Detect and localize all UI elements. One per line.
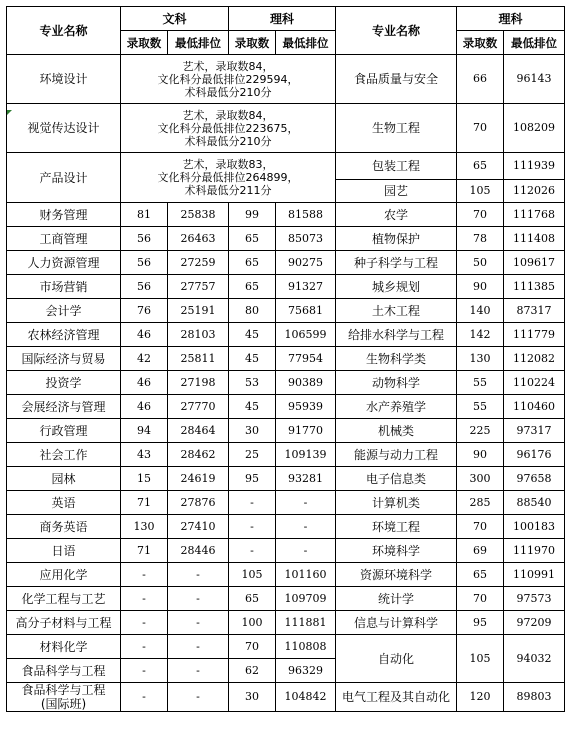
science-min-rank: 109139 <box>276 443 336 467</box>
right-major-name: 环境科学 <box>336 539 457 563</box>
science-min-rank: 91770 <box>276 419 336 443</box>
arts-min-rank: 27757 <box>168 275 229 299</box>
right-science-min-rank: 111970 <box>504 539 565 563</box>
science-min-rank: 101160 <box>276 563 336 587</box>
right-science-admitted: 50 <box>457 251 504 275</box>
admission-table <box>6 6 565 712</box>
right-science-admitted: 66 <box>457 55 504 104</box>
right-major-name: 包装工程 <box>336 153 457 180</box>
right-major-name: 种子科学与工程 <box>336 251 457 275</box>
major-name: 材料化学 <box>7 635 121 659</box>
right-science-min-rank: 97317 <box>504 419 565 443</box>
right-science-admitted: 70 <box>457 203 504 227</box>
science-admitted: - <box>229 491 276 515</box>
art-note-line: 术科最低分210分 <box>184 134 272 148</box>
arts-admitted: 43 <box>121 443 168 467</box>
right-science-admitted: 90 <box>457 443 504 467</box>
science-min-rank: 95939 <box>276 395 336 419</box>
science-admitted: - <box>229 515 276 539</box>
right-science-min-rank: 87317 <box>504 299 565 323</box>
arts-min-rank: 24619 <box>168 467 229 491</box>
right-science-min-rank: 111768 <box>504 203 565 227</box>
science-admitted: 65 <box>229 275 276 299</box>
major-name: 会计学 <box>7 299 121 323</box>
science-min-rank: 111881 <box>276 611 336 635</box>
header-science-min-rank: 最低排位 <box>276 31 336 55</box>
major-name: 环境设计 <box>7 55 121 104</box>
right-science-min-rank: 100183 <box>504 515 565 539</box>
header-major-right: 专业名称 <box>336 7 457 55</box>
science-admitted: 45 <box>229 323 276 347</box>
header-right-min-rank: 最低排位 <box>504 31 565 55</box>
right-science-admitted: 140 <box>457 299 504 323</box>
art-note-line: 文化科分最低排位223675， <box>157 121 299 135</box>
right-science-min-rank: 89803 <box>504 683 565 712</box>
art-note-line: 文化科分最低排位264899， <box>157 171 299 184</box>
right-science-admitted: 55 <box>457 395 504 419</box>
right-science-min-rank: 111385 <box>504 275 565 299</box>
major-name: 食品科学与工程 <box>7 659 121 683</box>
arts-min-rank: 27410 <box>168 515 229 539</box>
right-science-admitted: 225 <box>457 419 504 443</box>
arts-admitted: 76 <box>121 299 168 323</box>
right-science-min-rank: 97573 <box>504 587 565 611</box>
arts-admitted: 15 <box>121 467 168 491</box>
science-admitted: 30 <box>229 683 276 712</box>
arts-min-rank: 27259 <box>168 251 229 275</box>
science-min-rank: 110808 <box>276 635 336 659</box>
right-major-name: 信息与计算科学 <box>336 611 457 635</box>
right-major-name: 生物工程 <box>336 104 457 153</box>
right-major-name: 机械类 <box>336 419 457 443</box>
science-admitted: 25 <box>229 443 276 467</box>
major-name: 视觉传达设计 <box>7 104 121 153</box>
art-note-line: 文化科分最低排位229594， <box>157 72 299 86</box>
arts-admitted: - <box>121 563 168 587</box>
right-science-min-rank: 112026 <box>504 180 565 203</box>
arts-min-rank: 25811 <box>168 347 229 371</box>
science-admitted: 100 <box>229 611 276 635</box>
science-min-rank: - <box>276 539 336 563</box>
header-science-admitted: 录取数 <box>229 31 276 55</box>
arts-admitted: - <box>121 587 168 611</box>
science-min-rank: 93281 <box>276 467 336 491</box>
art-admission-note <box>121 104 336 153</box>
right-science-admitted: 285 <box>457 491 504 515</box>
right-science-admitted: 78 <box>457 227 504 251</box>
right-major-name: 能源与动力工程 <box>336 443 457 467</box>
science-admitted: 30 <box>229 419 276 443</box>
arts-admitted: - <box>121 683 168 712</box>
right-science-admitted: 65 <box>457 563 504 587</box>
right-science-min-rank: 96143 <box>504 55 565 104</box>
major-name: 英语 <box>7 491 121 515</box>
major-name: 国际经济与贸易 <box>7 347 121 371</box>
major-name: 工商管理 <box>7 227 121 251</box>
science-min-rank: 90275 <box>276 251 336 275</box>
header-arts-min-rank: 最低排位 <box>168 31 229 55</box>
right-science-min-rank: 96176 <box>504 443 565 467</box>
science-min-rank: 90389 <box>276 371 336 395</box>
right-major-name: 计算机类 <box>336 491 457 515</box>
arts-admitted: 71 <box>121 491 168 515</box>
right-science-min-rank: 111939 <box>504 153 565 180</box>
major-name: 园林 <box>7 467 121 491</box>
arts-min-rank: 25191 <box>168 299 229 323</box>
major-name: 日语 <box>7 539 121 563</box>
right-science-admitted: 70 <box>457 104 504 153</box>
arts-admitted: - <box>121 611 168 635</box>
arts-min-rank: - <box>168 659 229 683</box>
major-name: 投资学 <box>7 371 121 395</box>
right-major-name: 园艺 <box>336 180 457 203</box>
right-science-min-rank: 110460 <box>504 395 565 419</box>
art-note-line: 术科最低分211分 <box>184 184 272 197</box>
science-min-rank: - <box>276 491 336 515</box>
science-admitted: 105 <box>229 563 276 587</box>
arts-min-rank: 26463 <box>168 227 229 251</box>
art-note-line: 术科最低分210分 <box>184 85 272 99</box>
arts-admitted: - <box>121 635 168 659</box>
science-min-rank: 106599 <box>276 323 336 347</box>
right-science-min-rank: 111408 <box>504 227 565 251</box>
art-admission-note <box>121 55 336 104</box>
arts-min-rank: - <box>168 683 229 712</box>
right-major-name: 植物保护 <box>336 227 457 251</box>
science-min-rank: - <box>276 515 336 539</box>
science-admitted: 45 <box>229 347 276 371</box>
right-science-admitted: 142 <box>457 323 504 347</box>
right-science-min-rank: 112082 <box>504 347 565 371</box>
arts-min-rank: 27876 <box>168 491 229 515</box>
arts-min-rank: 28464 <box>168 419 229 443</box>
right-science-min-rank: 88540 <box>504 491 565 515</box>
right-major-name: 统计学 <box>336 587 457 611</box>
arts-admitted: 46 <box>121 323 168 347</box>
header-arts-admitted: 录取数 <box>121 31 168 55</box>
arts-admitted: 56 <box>121 251 168 275</box>
right-major-name: 城乡规划 <box>336 275 457 299</box>
right-science-admitted: 65 <box>457 153 504 180</box>
arts-admitted: 42 <box>121 347 168 371</box>
arts-min-rank: 25838 <box>168 203 229 227</box>
right-major-name: 农学 <box>336 203 457 227</box>
header-science-left: 理科 <box>229 7 336 31</box>
right-science-min-rank: 110224 <box>504 371 565 395</box>
science-admitted: 70 <box>229 635 276 659</box>
right-major-name: 环境工程 <box>336 515 457 539</box>
right-major-name: 自动化 <box>336 635 457 683</box>
major-name: 财务管理 <box>7 203 121 227</box>
right-major-name: 电气工程及其自动化 <box>336 683 457 712</box>
science-min-rank: 81588 <box>276 203 336 227</box>
right-science-admitted: 69 <box>457 539 504 563</box>
right-science-admitted: 130 <box>457 347 504 371</box>
science-admitted: 80 <box>229 299 276 323</box>
science-min-rank: 91327 <box>276 275 336 299</box>
arts-admitted: - <box>121 659 168 683</box>
right-science-admitted: 120 <box>457 683 504 712</box>
arts-min-rank: 27770 <box>168 395 229 419</box>
arts-min-rank: 27198 <box>168 371 229 395</box>
major-name: 会展经济与管理 <box>7 395 121 419</box>
major-name: 高分子材料与工程 <box>7 611 121 635</box>
science-admitted: 95 <box>229 467 276 491</box>
arts-min-rank: - <box>168 611 229 635</box>
right-science-min-rank: 97209 <box>504 611 565 635</box>
header-science-right: 理科 <box>457 7 565 31</box>
right-major-name: 生物科学类 <box>336 347 457 371</box>
science-admitted: 45 <box>229 395 276 419</box>
right-science-min-rank: 94032 <box>504 635 565 683</box>
science-min-rank: 85073 <box>276 227 336 251</box>
right-science-admitted: 95 <box>457 611 504 635</box>
right-major-name: 电子信息类 <box>336 467 457 491</box>
right-major-name: 资源环境科学 <box>336 563 457 587</box>
art-note-line: 艺术，录取数83， <box>182 158 274 171</box>
major-name: 化学工程与工艺 <box>7 587 121 611</box>
major-name: 应用化学 <box>7 563 121 587</box>
right-major-name: 土木工程 <box>336 299 457 323</box>
arts-min-rank: - <box>168 563 229 587</box>
major-name: 产品设计 <box>7 153 121 203</box>
art-note-line: 艺术，录取数84， <box>182 59 274 73</box>
art-note-line: 艺术，录取数84， <box>182 108 274 122</box>
right-major-name: 给排水科学与工程 <box>336 323 457 347</box>
science-admitted: 53 <box>229 371 276 395</box>
science-admitted: - <box>229 539 276 563</box>
major-name: 行政管理 <box>7 419 121 443</box>
right-science-min-rank: 111779 <box>504 323 565 347</box>
science-min-rank: 75681 <box>276 299 336 323</box>
science-min-rank: 104842 <box>276 683 336 712</box>
arts-admitted: 94 <box>121 419 168 443</box>
arts-admitted: 56 <box>121 227 168 251</box>
header-major-left: 专业名称 <box>7 7 121 55</box>
right-major-name: 食品质量与安全 <box>336 55 457 104</box>
arts-min-rank: 28103 <box>168 323 229 347</box>
right-science-admitted: 70 <box>457 515 504 539</box>
right-science-admitted: 70 <box>457 587 504 611</box>
science-min-rank: 109709 <box>276 587 336 611</box>
right-major-name: 水产养殖学 <box>336 395 457 419</box>
science-admitted: 65 <box>229 587 276 611</box>
science-admitted: 99 <box>229 203 276 227</box>
right-science-min-rank: 108209 <box>504 104 565 153</box>
major-name: 商务英语 <box>7 515 121 539</box>
arts-admitted: 81 <box>121 203 168 227</box>
arts-min-rank: 28462 <box>168 443 229 467</box>
arts-min-rank: - <box>168 635 229 659</box>
header-right-admitted: 录取数 <box>457 31 504 55</box>
arts-min-rank: - <box>168 587 229 611</box>
header-arts: 文科 <box>121 7 229 31</box>
right-science-admitted: 90 <box>457 275 504 299</box>
right-science-min-rank: 110991 <box>504 563 565 587</box>
right-science-min-rank: 97658 <box>504 467 565 491</box>
right-science-admitted: 105 <box>457 635 504 683</box>
major-name: 社会工作 <box>7 443 121 467</box>
right-major-name: 动物科学 <box>336 371 457 395</box>
science-min-rank: 96329 <box>276 659 336 683</box>
major-name: 人力资源管理 <box>7 251 121 275</box>
arts-admitted: 46 <box>121 395 168 419</box>
arts-min-rank: 28446 <box>168 539 229 563</box>
arts-admitted: 71 <box>121 539 168 563</box>
right-science-admitted: 105 <box>457 180 504 203</box>
cell-comment-marker <box>7 110 12 115</box>
science-admitted: 65 <box>229 227 276 251</box>
right-science-admitted: 300 <box>457 467 504 491</box>
right-science-admitted: 55 <box>457 371 504 395</box>
science-admitted: 62 <box>229 659 276 683</box>
major-name: 农林经济管理 <box>7 323 121 347</box>
art-admission-note <box>121 153 336 203</box>
science-admitted: 65 <box>229 251 276 275</box>
major-name: 食品科学与工程 (国际班) <box>7 683 121 712</box>
arts-admitted: 130 <box>121 515 168 539</box>
arts-admitted: 46 <box>121 371 168 395</box>
science-min-rank: 77954 <box>276 347 336 371</box>
right-science-min-rank: 109617 <box>504 251 565 275</box>
arts-admitted: 56 <box>121 275 168 299</box>
major-name: 市场营销 <box>7 275 121 299</box>
